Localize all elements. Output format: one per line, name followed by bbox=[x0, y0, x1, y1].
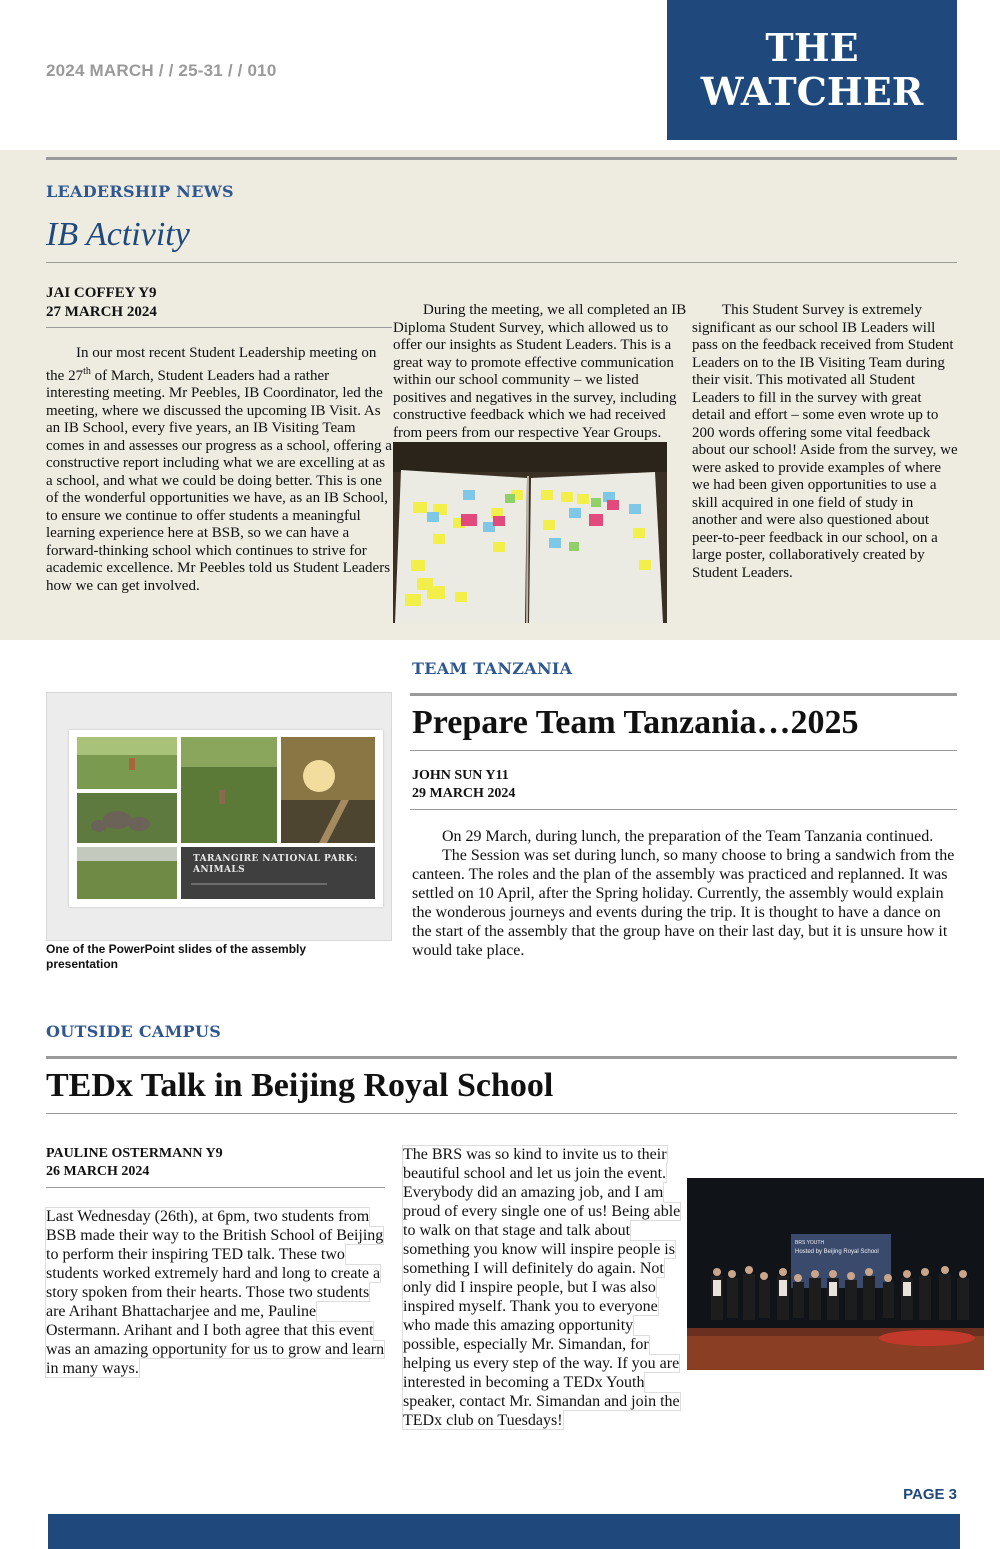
byline bbox=[46, 1145, 223, 1181]
article-title: TEDx Talk in Beijing Royal School bbox=[46, 1067, 554, 1104]
article-title: Prepare Team Tanzania…2025 bbox=[412, 704, 859, 741]
masthead-line-1: THE bbox=[765, 25, 859, 70]
paragraph-1: On 29 March, during lunch, the preparation of the Team Tanzania continued. bbox=[442, 828, 934, 845]
slide-heading-1: TARANGIRE NATIONAL PARK: bbox=[193, 854, 358, 864]
col1-text-a: In our most recent Student Leadership meeting on the 27 bbox=[46, 345, 377, 384]
section-kicker: LEADERSHIP NEWS bbox=[46, 182, 234, 201]
title-rule bbox=[46, 262, 957, 263]
slide-heading-2: ANIMALS bbox=[193, 865, 245, 875]
article-column-2 bbox=[393, 302, 691, 442]
section-kicker: OUTSIDE CAMPUS bbox=[46, 1022, 222, 1041]
article-column-1 bbox=[46, 345, 392, 595]
image-caption: One of the PowerPoint slides of the assembly presentation bbox=[46, 942, 307, 971]
article-column-1 bbox=[46, 1207, 386, 1378]
date: 27 MARCH 2024 bbox=[46, 304, 157, 320]
byline-rule bbox=[46, 1187, 385, 1188]
byline bbox=[46, 284, 157, 322]
title-rule bbox=[46, 1113, 957, 1114]
author: PAULINE OSTERMANN Y9 bbox=[46, 1146, 223, 1161]
article-title: IB Activity bbox=[46, 216, 190, 253]
article-body bbox=[412, 827, 958, 960]
issue-line: 2024 MARCH / / 25-31 / / 010 bbox=[46, 61, 277, 80]
survey-poster-photo bbox=[393, 442, 667, 623]
section-rule bbox=[410, 693, 957, 696]
masthead-line-2: WATCHER bbox=[700, 69, 924, 114]
title-rule bbox=[410, 750, 957, 751]
col1-text: Last Wednesday (26th), at 6pm, two students from BSB made their way to the British School of Beijing to perform their inspiring TED talk. These two students worked extremely hard and long to create a story spoken from their hearts. Those two students are Arihant Bhattacharjee and me, Pauline Ostermann. Arihant and I both agree that this event was an amazing opportunity for us to grow and learn in many ways. bbox=[46, 1208, 385, 1377]
date: 29 MARCH 2024 bbox=[412, 786, 516, 801]
col2-text: During the meeting, we all completed an IB Diploma Student Survey, which allowed us to offer our insights as Student Leaders. This is a great way to promote effective communication within our school community – we listed positives and negatives in the survey, including constructive feedback which we had received from peers from our respective Year Groups. bbox=[393, 302, 687, 441]
col1-text-b: of March, Student Leaders had a rather interesting meeting. Mr Peebles, IB Coordinator, led the meeting, where we discussed the upcoming IB Visit. As an IB School, every five years, an IB Visiting Team comes in and assesses our progress as a school, offering a constructive report including what we are excelling at as a school, and what we could be doing better. This is one of the wonderful opportunities we have, as an IB School, to ensure we continue to offer students a meaningful learning experience here at BSB, so we can have a forward-thinking school which continues to strive for academic excellence. Mr Peebles told us Student Leaders how we can get involved. bbox=[46, 367, 392, 594]
article-column-3 bbox=[692, 302, 958, 582]
section-rule bbox=[46, 157, 957, 160]
author: JAI COFFEY Y9 bbox=[46, 285, 157, 301]
col2-text: The BRS was so kind to invite us to their beautiful school and let us join the event. Everybody did an amazing job, and I am proud of every single one of us! Being able to walk on that stage and talk about something you know will inspire people is something I will definitely do again. Not only did I inspire people, but I was also inspired myself. Thank you to everyone who made this amazing opportunity possible, especially Mr. Simandan, for helping us every step of the way. If you are interested in becoming a TEDx Youth speaker, contact Mr. Simandan and join the TEDx club on Tuesdays! bbox=[403, 1146, 681, 1429]
paragraph-2: The Session was set during lunch, so many choose to bring a sandwich from the canteen. The roles and the plan of the assembly was practiced and replanned. It was settled on 10 April, after the Spring holiday. Currently, the assembly would explain the wonderous journeys and events during the trip. It is thought to have a dance on the start of the assembly that the group have on their last day, but it is unsure how it would take place. bbox=[412, 847, 955, 959]
author: JOHN SUN Y11 bbox=[412, 768, 509, 783]
section-kicker: TEAM TANZANIA bbox=[412, 659, 573, 678]
byline-rule bbox=[46, 327, 392, 328]
assembly-slide-image bbox=[46, 692, 392, 941]
date: 26 MARCH 2024 bbox=[46, 1164, 150, 1179]
page-number: PAGE 3 bbox=[903, 1486, 957, 1503]
stage-text-1: BRS YOUTH bbox=[795, 1240, 825, 1246]
byline bbox=[412, 767, 515, 803]
stage-text-2: Hosted by Beijing Royal School bbox=[795, 1249, 879, 1255]
tedx-group-photo bbox=[687, 1178, 984, 1370]
footer-bar bbox=[48, 1514, 960, 1549]
section-rule bbox=[46, 1056, 957, 1059]
col1-sup: th bbox=[83, 365, 91, 377]
article-column-2 bbox=[403, 1145, 683, 1430]
col3-text: This Student Survey is extremely significant as our school IB Leaders will pass on the feedback received from Student Leaders on to the IB Visiting Team during their visit. This motivated all Student Leaders to fill in the survey with great detail and effort – some even wrote up to 200 words offering some vital feedback about our school! Aside from the survey, we were asked to provide examples of where we had been given opportunities to use a skill acquired in one field of study in another and were also questioned about peer-to-peer feedback in our school, on a large poster, collaboratively created by Student Leaders. bbox=[692, 302, 958, 581]
masthead-logo bbox=[667, 0, 957, 140]
byline-rule bbox=[410, 809, 957, 810]
